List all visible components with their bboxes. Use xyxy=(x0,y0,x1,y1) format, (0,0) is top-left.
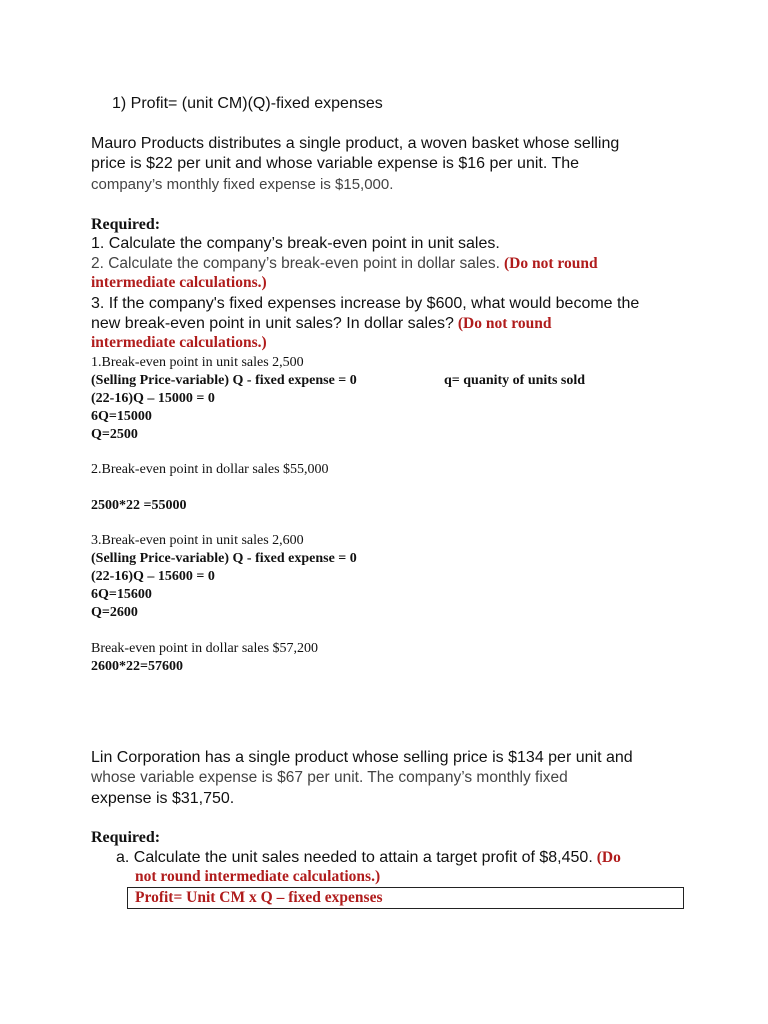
problem2-intro-line3: expense is $31,750. xyxy=(91,790,235,807)
answer2-title: 2.Break-even point in dollar sales $55,000 xyxy=(91,462,329,477)
problem1-question1: 1. Calculate the company’s break-even point in unit sales. xyxy=(91,235,500,252)
question-a-text: a. Calculate the unit sales needed to attain a target profit of $8,450. xyxy=(116,849,593,866)
question-a-note: (Do xyxy=(596,849,621,866)
answer1-step1: (22-16)Q – 15000 = 0 xyxy=(91,391,215,406)
problem1-question2 xyxy=(91,254,598,274)
problem1-intro-line2: price is $22 per unit and whose variable expense is $16 per unit. The xyxy=(91,155,580,172)
answer3-step2: 6Q=15600 xyxy=(91,587,152,602)
formula-box-text: Profit= Unit CM x Q – fixed expenses xyxy=(135,889,383,906)
formula-box xyxy=(127,887,684,909)
answer1-step3: Q=2500 xyxy=(91,427,138,442)
answer1-step2: 6Q=15000 xyxy=(91,409,152,424)
answer3-step1: (22-16)Q – 15600 = 0 xyxy=(91,569,215,584)
answer4-title: Break-even point in dollar sales $57,200 xyxy=(91,641,319,656)
answer3-title: 3.Break-even point in unit sales 2,600 xyxy=(91,533,304,548)
question3-note: (Do not round xyxy=(457,315,552,332)
question2-note: (Do not round xyxy=(503,255,598,272)
answer1-formula: (Selling Price-variable) Q - fixed expense = 0 xyxy=(91,373,357,388)
header-item: 1) Profit= (unit CM)(Q)-fixed expenses xyxy=(112,95,383,112)
problem2-intro-line1: Lin Corporation has a single product whose selling price is $134 per unit and xyxy=(91,749,633,766)
problem2-question-a xyxy=(116,848,621,868)
answer3-step3: Q=2600 xyxy=(91,605,138,620)
question3-note-cont: intermediate calculations.) xyxy=(91,334,267,351)
question-a-note-cont: not round intermediate calculations.) xyxy=(135,868,381,885)
question2-note-cont: intermediate calculations.) xyxy=(91,274,267,291)
problem2-required-heading: Required: xyxy=(91,829,161,846)
problem1-question3-line2 xyxy=(91,314,552,334)
answer1-title: 1.Break-even point in unit sales 2,500 xyxy=(91,355,304,370)
answer4-calc: 2600*22=57600 xyxy=(91,659,183,674)
answer1-legend: q= quanity of units sold xyxy=(444,373,586,388)
problem1-intro-line1: Mauro Products distributes a single product, a woven basket whose selling xyxy=(91,135,620,152)
problem1-question3-line1: 3. If the company's fixed expenses increase by $600, what would become the xyxy=(91,295,640,312)
question3-text: new break-even point in unit sales? In dollar sales? xyxy=(91,315,454,332)
problem1-required-heading: Required: xyxy=(91,216,161,233)
question2-text: 2. Calculate the company’s break-even point in dollar sales. xyxy=(91,255,500,272)
answer2-calc: 2500*22 =55000 xyxy=(91,498,187,513)
problem1-intro-line3: company’s monthly fixed expense is $15,000. xyxy=(91,176,394,193)
answer3-formula: (Selling Price-variable) Q - fixed expense = 0 xyxy=(91,551,357,566)
problem2-intro-line2: whose variable expense is $67 per unit. The company’s monthly fixed xyxy=(91,769,568,786)
